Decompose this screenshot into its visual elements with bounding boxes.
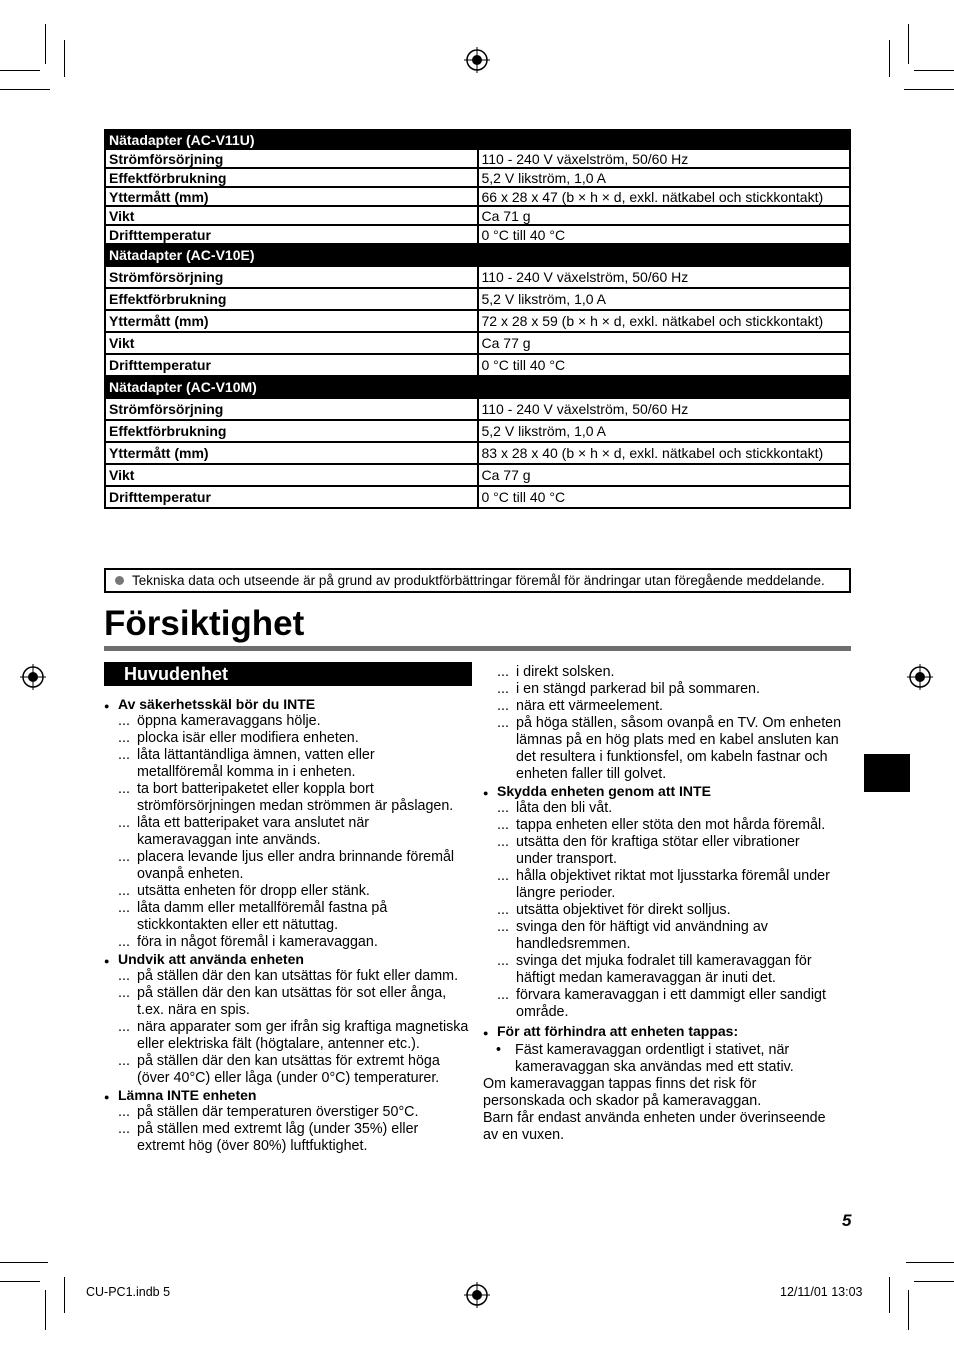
table-row <box>105 420 850 442</box>
row-value: 72 x 28 x 59 (b × h × d, exkl. nätkabel och stickkontakt) <box>478 310 851 332</box>
list-item: • Fäst kameravaggan ordentligt i stativet, när kameravaggan ska användas med ett stativ. <box>496 1042 794 1075</box>
chapter-tab-marker <box>864 754 910 792</box>
registration-mark-right <box>907 664 933 690</box>
table-header-row <box>105 376 850 398</box>
list-item: ... ta bort batteripaketet eller koppla bort strömförsörjningen medan strömmen är påslagen. <box>118 781 454 814</box>
table-row <box>105 168 850 187</box>
table-row <box>105 310 850 332</box>
list-item: ... föra in något föremål i kameravaggan. <box>118 934 378 950</box>
row-value: 5,2 V likström, 1,0 A <box>478 168 851 187</box>
row-value: Ca 77 g <box>478 464 851 486</box>
row-label: Drifttemperatur <box>105 354 478 376</box>
list-item: ... på ställen med extremt låg (under 35%) eller extremt hög (över 80%) luftfuktighet. <box>118 1121 419 1154</box>
list-item: ... öppna kameravaggans hölje. <box>118 713 321 729</box>
row-label: Strömförsörjning <box>105 398 478 420</box>
table-row <box>105 187 850 206</box>
list-item: ... i direkt solsken. <box>497 664 615 680</box>
table-row <box>105 398 850 420</box>
table-row <box>105 266 850 288</box>
row-label: Effektförbrukning <box>105 288 478 310</box>
table-row <box>105 354 850 376</box>
title-rule <box>104 646 851 651</box>
note-text: Tekniska data och utseende är på grund av produktförbättringar föremål för ändringar utan föregående meddelande. <box>132 573 825 588</box>
row-value: 5,2 V likström, 1,0 A <box>478 288 851 310</box>
row-value: 110 - 240 V växelström, 50/60 Hz <box>478 398 851 420</box>
registration-mark-bottom <box>464 1282 490 1308</box>
table-title: Nätadapter (AC-V10E) <box>105 244 850 266</box>
section-title: Huvudenhet <box>104 662 472 686</box>
list-item: ... på höga ställen, såsom ovanpå en TV. Om enheten lämnas på en hög plats med en kabel ansluten kan det resultera i funktionsfel, om kabeln fastnar och enheten faller till golvet. <box>497 715 842 782</box>
paragraph: Om kameravaggan tappas finns det risk för personskada och skador på kameravaggan. <box>483 1076 762 1109</box>
list-heading: ● Lämna INTE enheten <box>104 1087 476 1104</box>
footer-file: CU-PC1.indb 5 <box>86 1285 171 1299</box>
list-item: ... utsätta den för kraftiga stötar eller vibrationer under transport. <box>497 834 800 867</box>
list-item: ... utsätta enheten för dropp eller stänk. <box>118 883 370 899</box>
row-label: Vikt <box>105 206 478 225</box>
table-row <box>105 442 850 464</box>
list-item: ... plocka isär eller modifiera enheten. <box>118 730 359 746</box>
table-row <box>105 206 850 225</box>
row-label: Yttermått (mm) <box>105 442 478 464</box>
registration-mark-top <box>464 47 490 73</box>
table-row <box>105 225 850 244</box>
row-value: 0 °C till 40 °C <box>478 225 851 244</box>
table-title: Nätadapter (AC-V10M) <box>105 376 850 398</box>
list-item: ... på ställen där temperaturen överstiger 50°C. <box>118 1104 419 1120</box>
row-label: Effektförbrukning <box>105 168 478 187</box>
list-item: ... låta ett batteripaket vara anslutet när kameravaggan inte används. <box>118 815 370 848</box>
table-header-row <box>105 130 850 149</box>
row-value: 0 °C till 40 °C <box>478 486 851 508</box>
list-item: ... låta den bli våt. <box>497 800 613 816</box>
row-value: 83 x 28 x 40 (b × h × d, exkl. nätkabel och stickkontakt) <box>478 442 851 464</box>
list-heading: ● Skydda enheten genom att INTE <box>483 783 855 800</box>
list-item: ... placera levande ljus eller andra brinnande föremål ovanpå enheten. <box>118 849 455 882</box>
spec-note <box>104 568 851 593</box>
list-item: ... svinga den för häftigt vid användning av handledsremmen. <box>497 919 768 952</box>
row-label: Drifttemperatur <box>105 486 478 508</box>
list-item: ... i en stängd parkerad bil på sommaren. <box>497 681 760 697</box>
spec-table <box>104 129 851 509</box>
list-item: ... utsätta objektivet för direkt solljus. <box>497 902 731 918</box>
row-label: Yttermått (mm) <box>105 310 478 332</box>
list-heading: ● Av säkerhetsskäl bör du INTE <box>104 696 476 713</box>
page-number: 5 <box>842 1211 852 1230</box>
left-column <box>104 696 476 1155</box>
row-label: Effektförbrukning <box>105 420 478 442</box>
table-row <box>105 332 850 354</box>
list-item: ... förvara kameravaggan i ett dammigt eller sandigt område. <box>497 987 826 1020</box>
footer-date: 12/11/01 13:03 <box>780 1285 863 1299</box>
row-value: 66 x 28 x 47 (b × h × d, exkl. nätkabel och stickkontakt) <box>478 187 851 206</box>
list-item: ... på ställen där den kan utsättas för sot eller ånga, t.ex. nära en spis. <box>118 985 447 1018</box>
list-item: ... låta lättantändliga ämnen, vatten eller metallföremål komma in i enheten. <box>118 747 375 780</box>
row-label: Strömförsörjning <box>105 266 478 288</box>
row-value: 110 - 240 V växelström, 50/60 Hz <box>478 266 851 288</box>
list-item: ... på ställen där den kan utsättas för extremt höga (över 40°C) eller låga (under 0°C) temperaturer. <box>118 1053 440 1086</box>
list-item: ... på ställen där den kan utsättas för fukt eller damm. <box>118 968 459 984</box>
list-item: ... nära apparater som ger ifrån sig kraftiga magnetiska eller elektriska fält (högtalare, antenner etc.). <box>118 1019 469 1052</box>
list-item: ... hålla objektivet riktat mot ljusstarka föremål under längre perioder. <box>497 868 830 901</box>
table-row <box>105 149 850 168</box>
row-label: Drifttemperatur <box>105 225 478 244</box>
registration-mark-left <box>20 664 46 690</box>
list-item: ... svinga det mjuka fodralet till kameravaggan för häftigt medan kameravaggan är inuti det. <box>497 953 812 986</box>
row-value: 0 °C till 40 °C <box>478 354 851 376</box>
row-label: Vikt <box>105 464 478 486</box>
row-label: Strömförsörjning <box>105 149 478 168</box>
bullet-dot-icon <box>115 576 124 585</box>
table-title: Nätadapter (AC-V11U) <box>105 130 850 149</box>
row-label: Vikt <box>105 332 478 354</box>
list-heading: ● För att förhindra att enheten tappas: <box>483 1023 855 1040</box>
row-value: 110 - 240 V växelström, 50/60 Hz <box>478 149 851 168</box>
row-label: Yttermått (mm) <box>105 187 478 206</box>
table-row <box>105 486 850 508</box>
list-heading: ● Undvik att använda enheten <box>104 951 476 968</box>
row-value: Ca 77 g <box>478 332 851 354</box>
list-item: ... nära ett värmeelement. <box>497 698 664 714</box>
list-item: ... låta damm eller metallföremål fastna på stickkontakten eller ett nätuttag. <box>118 900 388 933</box>
page-title: Försiktighet <box>104 604 305 643</box>
table-header-row <box>105 244 850 266</box>
row-value: Ca 71 g <box>478 206 851 225</box>
paragraph: Barn får endast använda enheten under överinseende av en vuxen. <box>483 1110 826 1143</box>
table-row <box>105 288 850 310</box>
right-column <box>483 664 855 1144</box>
table-row <box>105 464 850 486</box>
row-value: 5,2 V likström, 1,0 A <box>478 420 851 442</box>
list-item: ... tappa enheten eller stöta den mot hårda föremål. <box>497 817 826 833</box>
